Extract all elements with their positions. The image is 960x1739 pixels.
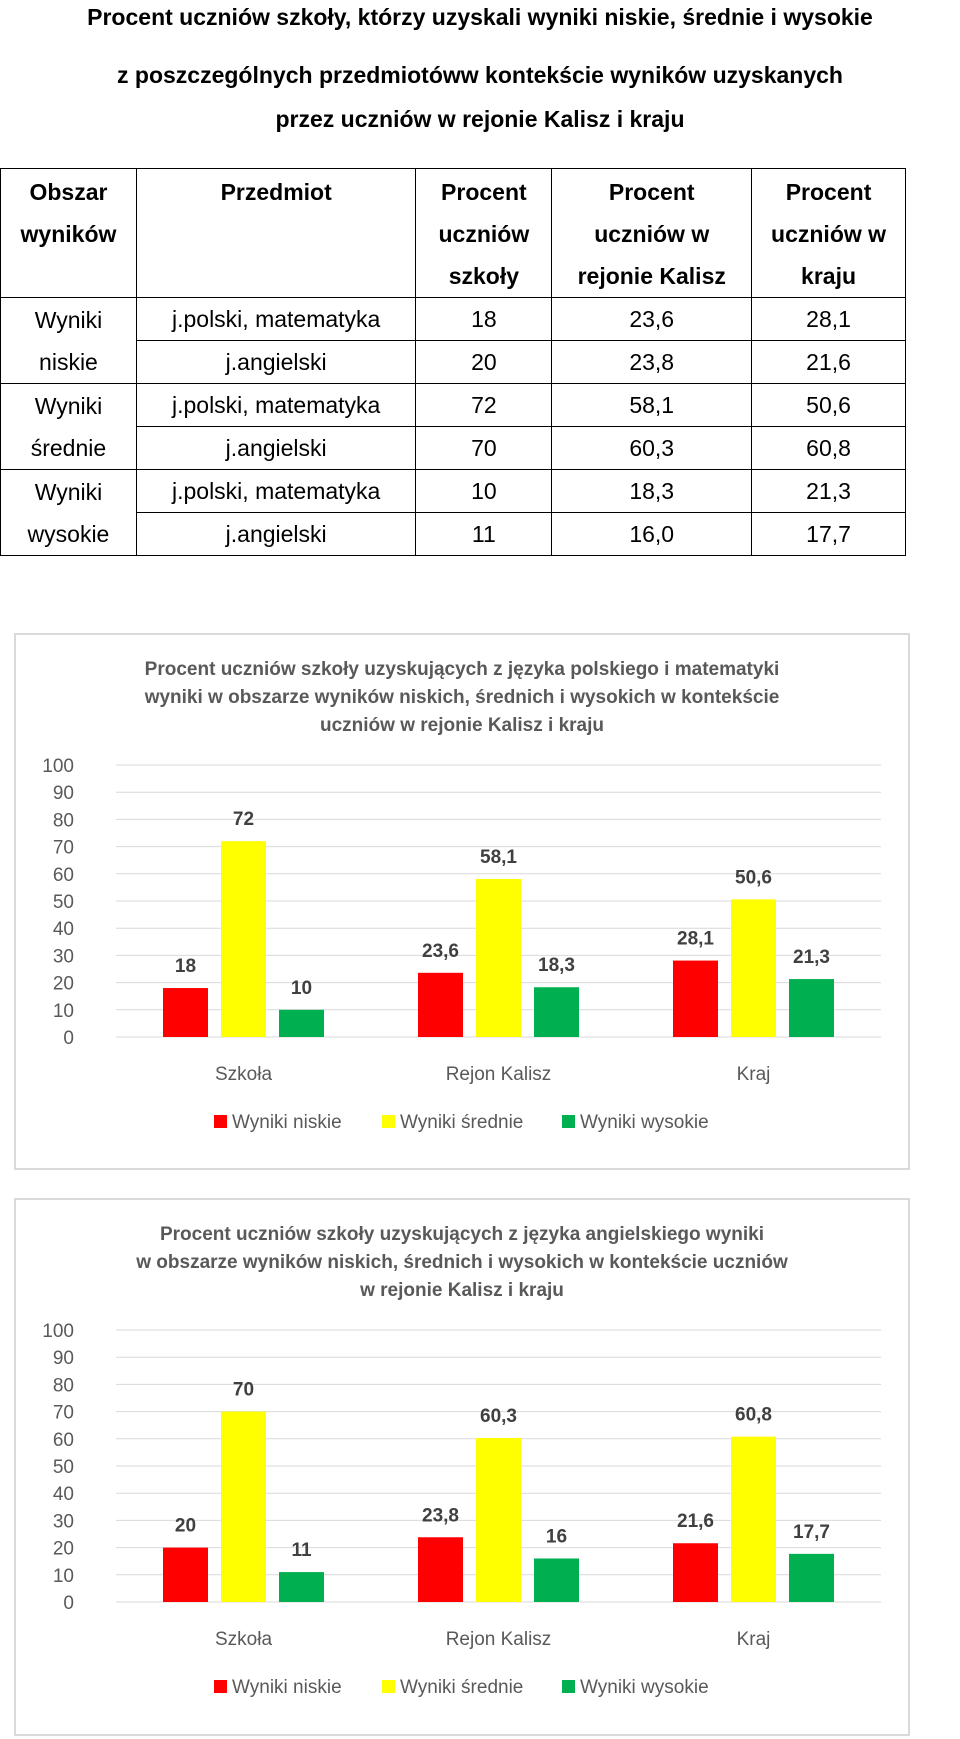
- legend-label: Wyniki niskie: [232, 1677, 342, 1698]
- data-label: 10: [290, 977, 313, 999]
- data-label: 16: [545, 1526, 568, 1548]
- data-label: 21,6: [677, 1511, 714, 1533]
- header-school: Procent uczniów szkoły: [416, 169, 552, 298]
- school-cell: 70: [416, 427, 552, 470]
- bar-high: [789, 979, 834, 1037]
- data-label: 17,7: [793, 1521, 830, 1543]
- document-title-line-1: Procent uczniów szkoły, którzy uzyskali wyniki niskie, średnie i wysokie: [87, 4, 873, 30]
- category-label: Szkoła: [214, 1629, 273, 1650]
- y-tick-label: 50: [52, 892, 74, 913]
- chart-title-line: Procent uczniów szkoły uzyskujących z języka angielskiego wyniki: [159, 1224, 765, 1245]
- table-row: [1, 470, 906, 513]
- bar-high: [789, 1554, 834, 1602]
- y-tick-label: 80: [52, 810, 74, 832]
- chart-polish-math: [16, 635, 908, 1168]
- subject-cell: j.angielski: [136, 341, 415, 384]
- table-row: [1, 513, 906, 556]
- region-cell: 23,6: [552, 298, 752, 341]
- subject-cell: j.polski, matematyka: [136, 384, 415, 427]
- chart-polish-math-box: [14, 633, 910, 1170]
- y-tick-label: 10: [52, 1565, 74, 1587]
- bar-mid: [476, 879, 521, 1037]
- data-label: 70: [232, 1379, 255, 1401]
- country-cell: 28,1: [752, 298, 906, 341]
- data-label: 23,6: [422, 940, 459, 962]
- legend-label: Wyniki wysokie: [580, 1677, 709, 1698]
- bar-low: [418, 1537, 463, 1602]
- y-tick-label: 90: [52, 1348, 74, 1370]
- results-table: [0, 168, 906, 556]
- table-row: [1, 341, 906, 384]
- y-tick-label: 70: [52, 837, 74, 859]
- y-tick-label: 80: [52, 1375, 74, 1397]
- country-cell: 21,6: [752, 341, 906, 384]
- country-cell: 60,8: [752, 427, 906, 470]
- school-cell: 20: [416, 341, 552, 384]
- data-label: 18,3: [538, 955, 575, 977]
- y-tick-label: 40: [52, 1484, 74, 1506]
- y-tick-label: 100: [42, 1321, 74, 1342]
- area-cell: Wyniki średnie: [1, 384, 137, 470]
- bar-mid: [476, 1438, 521, 1602]
- area-cell: Wyniki niskie: [1, 298, 137, 384]
- bar-high: [534, 987, 579, 1037]
- category-label: Rejon Kalisz: [445, 1064, 552, 1085]
- category-label: Kraj: [736, 1064, 771, 1085]
- y-tick-label: 90: [52, 783, 74, 805]
- category-label: Szkoła: [214, 1064, 273, 1085]
- y-tick-label: 40: [52, 919, 74, 941]
- y-tick-label: 0: [63, 1028, 74, 1049]
- bar-low: [163, 988, 208, 1037]
- bar-high: [279, 1572, 324, 1602]
- country-cell: 50,6: [752, 384, 906, 427]
- category-label: Kraj: [736, 1629, 771, 1650]
- header-area: Obszar wyników: [1, 169, 137, 298]
- bar-mid: [731, 899, 776, 1037]
- region-cell: 16,0: [552, 513, 752, 556]
- data-label: 72: [232, 809, 255, 831]
- y-tick-label: 70: [52, 1402, 74, 1424]
- data-label: 58,1: [480, 846, 517, 868]
- subject-cell: j.polski, matematyka: [136, 470, 415, 513]
- table-header-row: [1, 169, 906, 298]
- data-label: 28,1: [677, 928, 714, 950]
- region-cell: 60,3: [552, 427, 752, 470]
- data-label: 21,3: [793, 947, 830, 969]
- chart-title-line: w rejonie Kalisz i kraju: [360, 1280, 564, 1301]
- table-row: [1, 298, 906, 341]
- chart-title-line: Procent uczniów szkoły uzyskujących z języka polskiego i matematyki: [144, 659, 780, 680]
- area-cell: Wyniki wysokie: [1, 470, 137, 556]
- legend-swatch-mid: [382, 1680, 395, 1693]
- school-cell: 10: [416, 470, 552, 513]
- legend-swatch-low: [214, 1680, 227, 1693]
- bar-mid: [221, 1412, 266, 1602]
- y-tick-label: 20: [52, 1538, 74, 1560]
- category-label: Rejon Kalisz: [445, 1629, 552, 1650]
- region-cell: 58,1: [552, 384, 752, 427]
- y-tick-label: 60: [52, 864, 74, 886]
- y-tick-label: 30: [52, 1511, 74, 1533]
- bar-mid: [221, 841, 266, 1037]
- table-row: [1, 384, 906, 427]
- region-cell: 18,3: [552, 470, 752, 513]
- legend-label: Wyniki wysokie: [580, 1112, 709, 1133]
- y-tick-label: 60: [52, 1429, 74, 1451]
- school-cell: 18: [416, 298, 552, 341]
- country-cell: 21,3: [752, 470, 906, 513]
- data-label: 20: [174, 1515, 197, 1537]
- header-region: Procent uczniów w rejonie Kalisz: [552, 169, 752, 298]
- data-label: 60,3: [480, 1405, 517, 1427]
- chart-title-line: w obszarze wyników niskich, średnich i wysokich w kontekście uczniów: [136, 1252, 788, 1273]
- country-cell: 17,7: [752, 513, 906, 556]
- school-cell: 11: [416, 513, 552, 556]
- chart-title-line: wyniki w obszarze wyników niskich, średnich i wysokich w kontekście: [144, 687, 780, 708]
- y-tick-label: 20: [52, 973, 74, 995]
- legend-swatch-mid: [382, 1115, 395, 1128]
- header-country: Procent uczniów w kraju: [752, 169, 906, 298]
- bar-high: [279, 1010, 324, 1037]
- bar-low: [418, 973, 463, 1037]
- legend-label: Wyniki niskie: [232, 1112, 342, 1133]
- y-tick-label: 10: [52, 1000, 74, 1022]
- school-cell: 72: [416, 384, 552, 427]
- y-tick-label: 0: [63, 1593, 74, 1614]
- subject-cell: j.angielski: [136, 513, 415, 556]
- data-label: 50,6: [735, 867, 772, 889]
- bar-low: [163, 1548, 208, 1602]
- header-subject: Przedmiot: [136, 169, 415, 298]
- document-title-line-2: z poszczególnych przedmiotóww kontekście wyników uzyskanych: [117, 62, 843, 88]
- legend-label: Wyniki średnie: [400, 1677, 524, 1698]
- data-label: 11: [291, 1540, 312, 1562]
- y-tick-label: 50: [52, 1457, 74, 1478]
- y-tick-label: 30: [52, 946, 74, 968]
- legend-swatch-low: [214, 1115, 227, 1128]
- chart-english-box: [14, 1198, 910, 1736]
- legend-swatch-high: [562, 1680, 575, 1693]
- chart-english: [16, 1200, 908, 1734]
- region-cell: 23,8: [552, 341, 752, 384]
- legend-swatch-high: [562, 1115, 575, 1128]
- table-row: [1, 427, 906, 470]
- legend-label: Wyniki średnie: [400, 1112, 524, 1133]
- data-label: 18: [174, 956, 197, 978]
- bar-mid: [731, 1437, 776, 1602]
- bar-low: [673, 961, 718, 1037]
- bar-low: [673, 1543, 718, 1602]
- y-tick-label: 100: [42, 756, 74, 777]
- document-title-line-3: przez uczniów w rejonie Kalisz i kraju: [275, 106, 685, 132]
- subject-cell: j.angielski: [136, 427, 415, 470]
- data-label: 60,8: [735, 1404, 772, 1426]
- subject-cell: j.polski, matematyka: [136, 298, 415, 341]
- data-label: 23,8: [422, 1505, 459, 1527]
- bar-high: [534, 1558, 579, 1602]
- chart-title-line: uczniów w rejonie Kalisz i kraju: [319, 715, 605, 736]
